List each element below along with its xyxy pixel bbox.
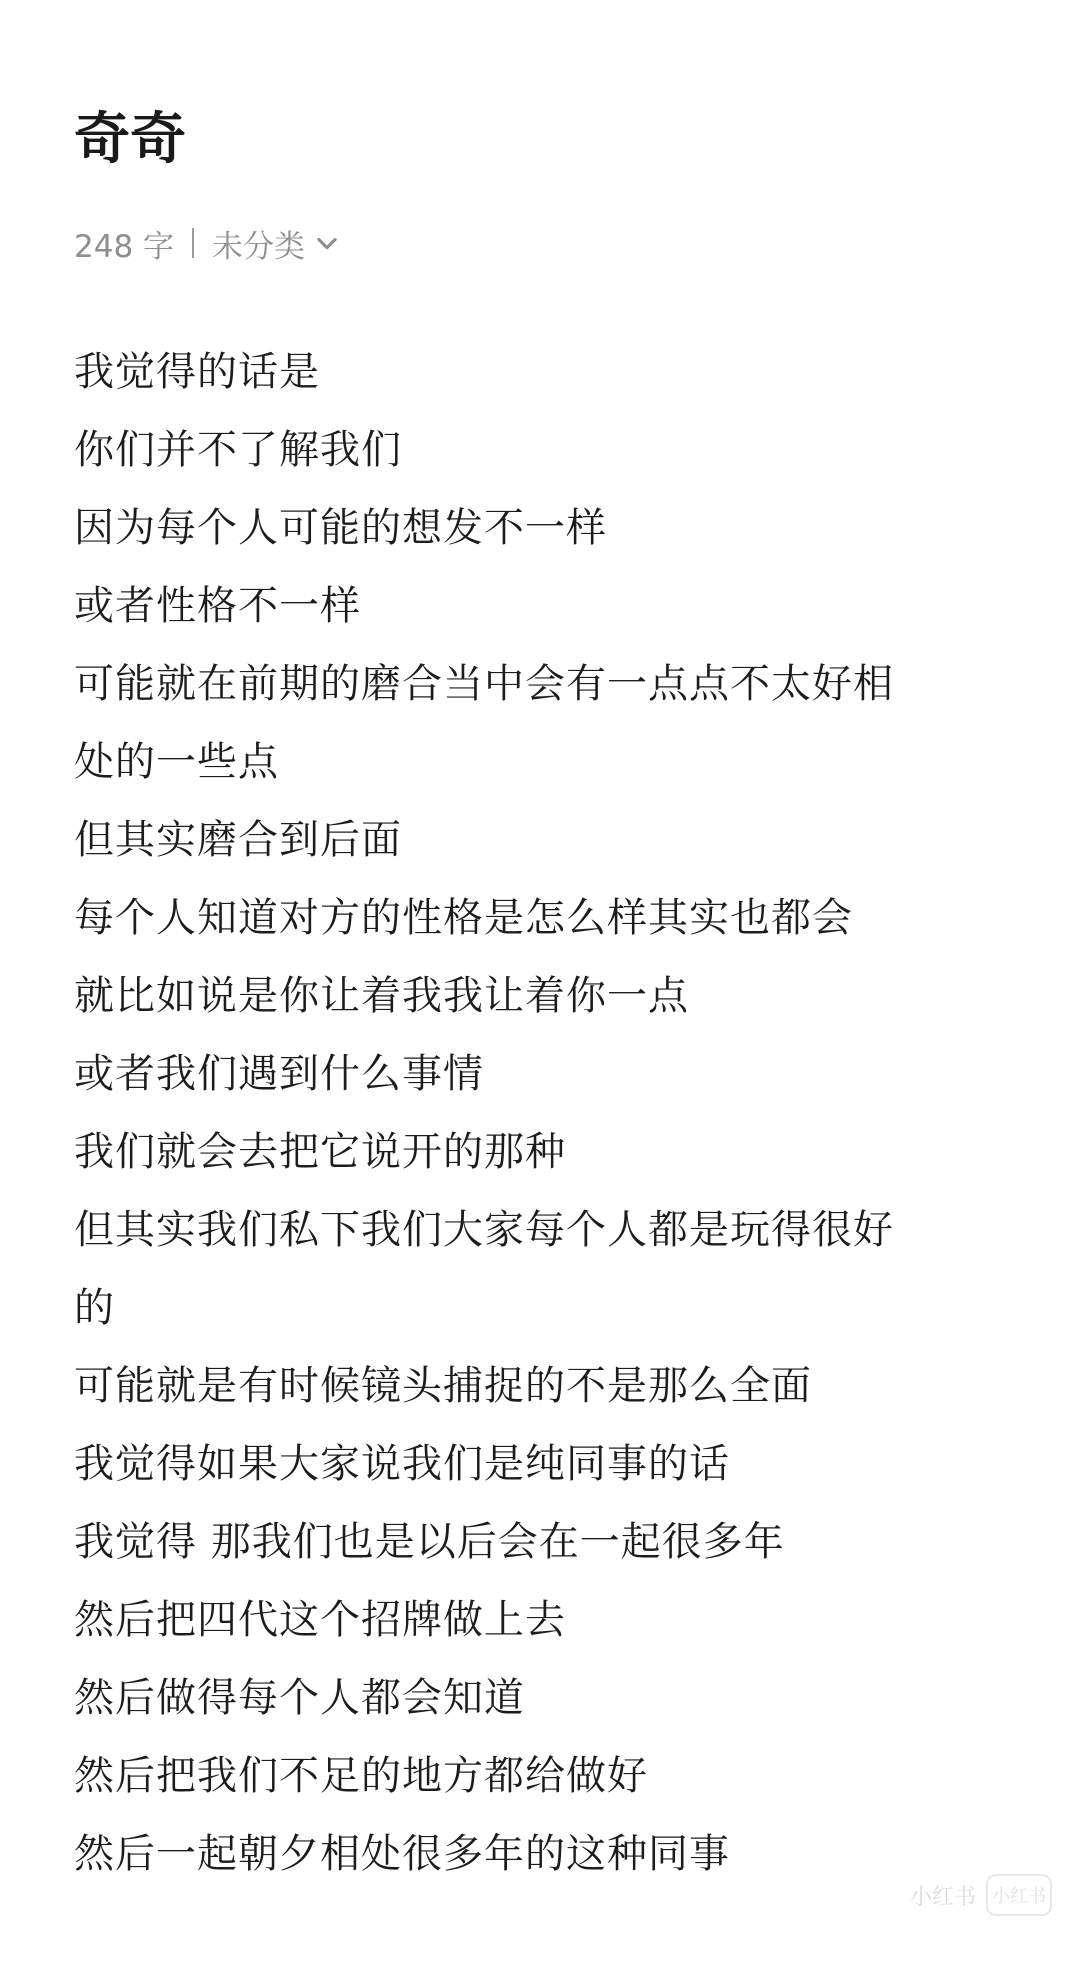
chevron-down-icon xyxy=(313,229,341,257)
note-line: 然后把我们不足的地方都给做好 xyxy=(74,1753,648,1799)
note-line: 然后一起朝夕相处很多年的这种同事 xyxy=(74,1831,730,1877)
note-line: 我觉得的话是 xyxy=(74,349,320,395)
note-line: 你们并不了解我们 xyxy=(74,427,402,473)
meta-divider xyxy=(192,228,194,258)
category-label: 未分类 xyxy=(212,228,306,265)
watermark-text: 小红书 xyxy=(909,1884,976,1910)
note-line: 因为每个人可能的想发不一样 xyxy=(74,505,607,551)
watermark-logo: 小红书 xyxy=(986,1874,1052,1916)
note-line: 然后做得每个人都会知道 xyxy=(74,1675,525,1721)
watermark xyxy=(910,1874,1052,1916)
note-line: 我觉得 那我们也是以后会在一起很多年 xyxy=(74,1519,785,1565)
note-line: 我们就会去把它说开的那种 xyxy=(74,1129,566,1175)
note-line: 处的一些点 xyxy=(74,739,279,785)
note-line: 但其实磨合到后面 xyxy=(74,817,402,863)
note-line: 就比如说是你让着我我让着你一点 xyxy=(74,973,689,1019)
note-line: 可能就是有时候镜头捕捉的不是那么全面 xyxy=(74,1363,812,1409)
note-line: 可能就在前期的磨合当中会有一点点不太好相 xyxy=(74,661,894,707)
note-line: 的 xyxy=(74,1285,115,1331)
note-line: 每个人知道对方的性格是怎么样其实也都会 xyxy=(74,895,853,941)
word-count: 248 字 xyxy=(74,228,175,265)
note-line: 但其实我们私下我们大家每个人都是玩得很好 xyxy=(74,1207,894,1253)
note-meta xyxy=(74,218,341,268)
note-title[interactable]: 奇奇 xyxy=(74,107,186,172)
note-line: 或者性格不一样 xyxy=(74,583,361,629)
note-line: 我觉得如果大家说我们是纯同事的话 xyxy=(74,1441,730,1487)
note-line: 然后把四代这个招牌做上去 xyxy=(74,1597,566,1643)
note-body[interactable] xyxy=(74,333,994,1893)
category-selector[interactable] xyxy=(212,221,341,266)
note-line: 或者我们遇到什么事情 xyxy=(74,1051,484,1097)
